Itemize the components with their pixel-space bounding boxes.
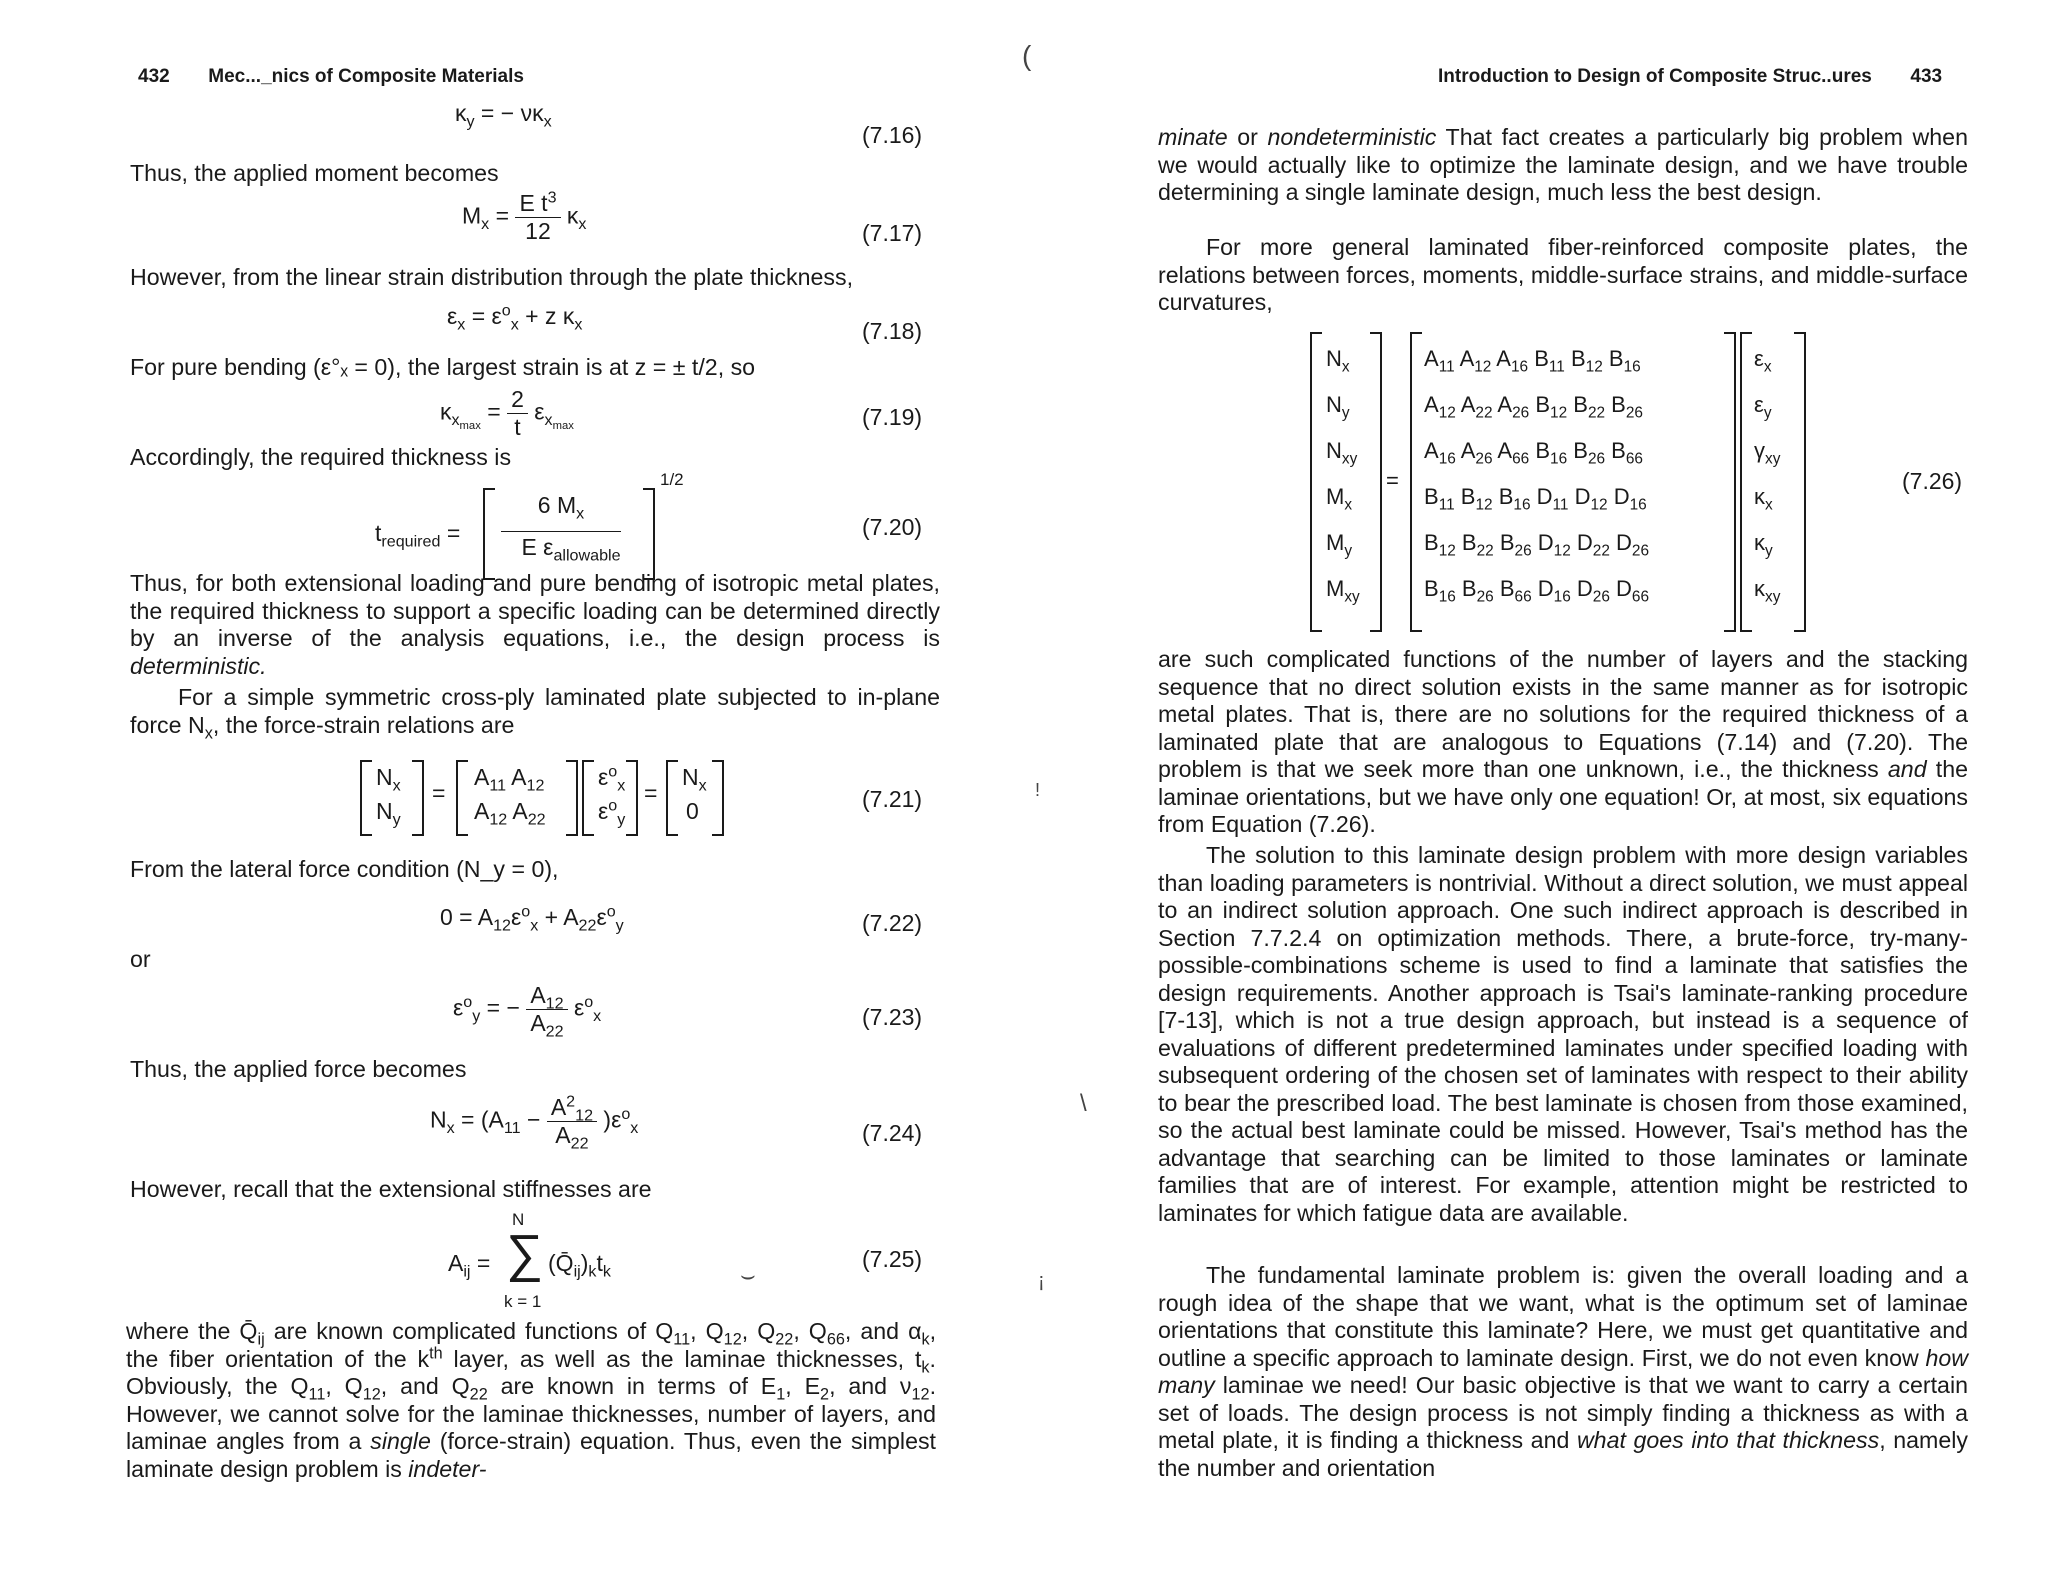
equation-number: (7.21) — [862, 786, 923, 812]
ink-mark: ⌣ — [740, 1262, 756, 1289]
paragraph: or — [130, 946, 151, 972]
paragraph: are such complicated functions of the number of layers and the stacking sequence that no direct solution exists in the same manner as for isotropic metal plates. That is, there are no solutions for the required thickness of a laminated plate that are analogous to Equations (7.14) and (7.20). The problem is that we seek more than one unknown, i.e., the thickness and the laminae orientations, but we have only one equation! Or, at most, six equations from Equation (7.26). — [1158, 646, 1968, 837]
gutter-mark: ( — [1022, 40, 1032, 71]
left-running-head: Mec..._nics of Composite Materials — [208, 66, 524, 87]
equation-number: (7.18) — [862, 318, 923, 344]
equation-number: (7.24) — [862, 1120, 923, 1146]
equation-7-21: $N_x$ $N_y$ = $A_{11}$ $A_{12}$ $A_{12}$ $A_{22}$ $\varepsilon^o_x$ $\varepsilon^o_y$ = $N_x$ 0 — [360, 760, 720, 836]
left-page-header — [138, 66, 524, 88]
equation-7-24: $N_x = (A_{11}$ − $\frac{A^2_{12}}{A_{22}}$ )$\varepsilon^o_x$ — [430, 1092, 639, 1153]
paragraph: Thus, the applied force becomes — [130, 1056, 467, 1082]
equation-number: (7.16) — [862, 122, 923, 148]
paragraph: From the lateral force condition (N_y = 0), — [130, 856, 559, 882]
paragraph: However, from the linear strain distribution through the plate thickness, — [130, 264, 854, 290]
paragraph: However, recall that the extensional stiffnesses are — [130, 1176, 652, 1202]
right-page-header — [1438, 66, 1942, 88]
equation-number: (7.23) — [862, 1004, 923, 1030]
left-page-number: 432 — [138, 66, 170, 87]
gutter-mark: ! — [1035, 780, 1041, 800]
left-page: 432 Mec..._nics of Composite Materials $\kappa_y$ = − $\nu\kappa_x$ (7.16) Thus, the applied moment becomes $M_x$ = $\frac{E t^3}{12}$ $\kappa_x$ (7.17) However, from the linear strain distribution through the plate thickness, $\varepsilon_x = \varepsilon^o_x + z$ $\kappa_x$ (7.18) For pure bending (ε°ₓ = 0), the largest strain is at z = ± t/2, so $\kappa_{x_{max}}$ = $\frac{2}{t}$ $\varepsilon_{x_{max}}$ (7.19) Accordingly, the required thickness is $t_{required}$ = 6 $M_x$ E $\varepsilon_{allowable}$ 1/2 (7.20) Thus, for both extensional loading and pure bending of isotropic metal plates, the required thickness to support a specific loading can be determined directly by an inverse of the analysis equations, i.e., the design process is deterministic. For a simple symmetric cross-ply laminated plate subjected to in-plane force $N_x$, the force-strain relations are $N_x$ $N_y$ = $A_{11}$ $A_{12}$ $A_{12}$ $A_{22}$ $\varepsilon^o_x$ $\varepsilon^o_y$ = $N_x$ 0 (7.21) From the lateral force condition (N_y = 0), $0 = A_{12}\varepsilon^o_x + A_{22}\varepsilon^o_y$ (7.22) or $\varepsilon^o_y$ = − $\frac{A_{12}}{A_{22}}$ $\varepsilon^o_x$ (7.23) Thus, the applied force becomes $N_x = (A_{11}$ − $\frac{A^2_{12}}{A_{22}}$ )$\varepsilon^o_x$ (7.24) However, recall that the extensional stiffnesses are $A_{ij}$ = N ∑ k = 1 $(Q̄_{ij})_kt_k$ (7.25) ⌣ where the $Q̄_{ij}$ are known complicated functions of $Q_{11}$, $Q_{12}$, $Q_{22}$, $Q_{66}$, and $\alpha_k$, the fiber orientation of the $k^{th}$ layer, as well as the laminae thicknesses, $t_k$. Obviously, the $Q_{11}$, $Q_{12}$, and $Q_{22}$ are known in terms of $E_1$, $E_2$, and $\nu_{12}$. However, we cannot solve for the laminae thicknesses, number of layers, and laminae angles from a single (force-strain) equation. Thus, even the simplest laminate design problem is indeter- — [0, 0, 1020, 1582]
equation-7-17: $M_x$ = $\frac{E t^3}{12}$ $\kappa_x$ — [462, 188, 587, 244]
equation-number: (7.22) — [862, 910, 923, 936]
right-running-head: Introduction to Design of Composite Struc..ures — [1438, 66, 1872, 87]
equation-number: (7.26) — [1902, 468, 1963, 494]
equation-7-26: $N_x$ $N_y$ $N_{xy}$ $M_x$ $M_y$ $M_{xy}$ = $A_{11}$ $A_{12}$ $A_{16}$ $B_{11}$ $B_{12}$ $B_{16}$ $A_{12}$ $A_{22}$ $A_{26}$ $B_{12}$ $B_{22}$ $B_{26}$ $A_{16}$ $A_{26}$ $A_{66}$ $B_{16}$ $B_{26}$ $B_{66}$ $B_{11}$ $B_{12}$ $B_{16}$ $D_{11}$ $D_{12}$ $D_{16}$ $B_{12}$ $B_{22}$ $B_{26}$ $D_{12}$ $D_{22}$ $D_{26}$ $B_{16}$ $B_{26}$ $B_{66}$ $D_{16}$ $D_{26}$ $D_{66}$ $\varepsilon_x$ $\varepsilon_y$ $\gamma_{xy}$ $\kappa_x$ $\kappa_y$ $\kappa_{xy}$ — [1310, 332, 1870, 632]
paragraph: For a simple symmetric cross-ply laminated plate subjected to in-plane force $N_x$, the force-strain relations are — [130, 684, 940, 743]
equation-number: (7.17) — [862, 220, 923, 246]
emphasis: deterministic. — [130, 652, 267, 679]
paragraph: where the $Q̄_{ij}$ are known complicated functions of $Q_{11}$, $Q_{12}$, $Q_{22}$, $Q_{66}$, and $\alpha_k$, the fiber orientation of the $k^{th}$ layer, as well as the laminae thicknesses, $t_k$. Obviously, the $Q_{11}$, $Q_{12}$, and $Q_{22}$ are known in terms of $E_1$, $E_2$, and $\nu_{12}$. However, we cannot solve for the laminae thicknesses, number of layers, and laminae angles from a single (force-strain) equation. Thus, even the simplest laminate design problem is indeter- — [126, 1318, 937, 1482]
equation-7-18: $\varepsilon_x = \varepsilon^o_x + z$ $\kappa_x$ — [447, 301, 583, 334]
paragraph: For pure bending (ε°ₓ = 0), the largest strain is at z = ± t/2, so — [130, 354, 756, 380]
equation-number: (7.20) — [862, 514, 923, 540]
paragraph — [1158, 842, 1968, 1227]
paragraph: minate or nondeterministic That fact creates a particularly big problem when we would actually like to optimize the laminate design, and we have trouble determining a single laminate design, much less the best design. — [1158, 124, 1968, 205]
paragraph: For more general laminated fiber-reinforced composite plates, the relations between forces, moments, middle-surface strains, and middle-surface curvatures, — [1158, 234, 1968, 315]
right-page-number: 433 — [1910, 66, 1943, 87]
equation-7-23: $\varepsilon^o_y$ = − $\frac{A_{12}}{A_{22}}$ $\varepsilon^o_x$ — [453, 982, 602, 1041]
equation-7-25: $A_{ij}$ = N ∑ k = 1 $(Q̄_{ij})_kt_k$ — [448, 1210, 611, 1311]
paragraph: Thus, the applied moment becomes — [130, 160, 499, 186]
equation-7-19: $\kappa_{x_{max}}$ = $\frac{2}{t}$ $\varepsilon_{x_{max}}$ — [440, 386, 574, 440]
paragraph: Thus, for both extensional loading and pure bending of isotropic metal plates, the required thickness to support a specific loading can be determined directly by an inverse of the analysis equations, i.e., the design process is deterministic. — [130, 570, 940, 679]
paragraph: Accordingly, the required thickness is — [130, 444, 512, 470]
right-page — [1020, 0, 2048, 1582]
gutter-mark: ¡ — [1038, 1270, 1045, 1292]
equation-7-22: $0 = A_{12}\varepsilon^o_x + A_{22}\varepsilon^o_y$ — [440, 902, 624, 935]
equation-7-16: $\kappa_y$ = − $\nu\kappa_x$ — [455, 100, 552, 131]
equation-number: (7.25) — [862, 1246, 923, 1272]
paragraph-text: The solution to this laminate design problem with more design variables than loading parameters is nontrivial. Without a direct solution, we must appeal to an indirect solution approach. One such indirect approach is described in Section 7.7.2.4 on optimization methods. There, a brute-force, try-many-possible-combinations scheme is used to find a laminate that satisfies the design requirements. Another approach is Tsai's laminate-ranking procedure [7-13], which is not a true design approach, but instead is a sequence of evaluations of different predetermined laminates under specified loading with subsequent ordering of the chosen set of laminates with respect to their ability to bear the prescribed load. The best laminate is chosen from those examined, so the actual best laminate could be missed. However, Tsai's method has the advantage that searching can be limited to those laminates or laminate families that are of interest. For example, attention might be restricted to laminates for which fatigue data are available. — [1158, 842, 1968, 1226]
paragraph: The fundamental laminate problem is: given the overall loading and a rough idea of the shape that we want, what is the optimum set of laminae orientations that constitute this laminate? Here, we must get quantitative and outline a specific approach to laminate design. First, we do not even know how many laminae we need! Our basic objective is that we want to carry a certain set of loads. The design process is not simply finding a thickness as with a metal plate, it is finding a thickness and what goes into that thickness, namely the number and orientation — [1158, 1262, 1968, 1481]
equation-number: (7.19) — [862, 404, 923, 430]
gutter-mark: \ — [1080, 1090, 1087, 1117]
